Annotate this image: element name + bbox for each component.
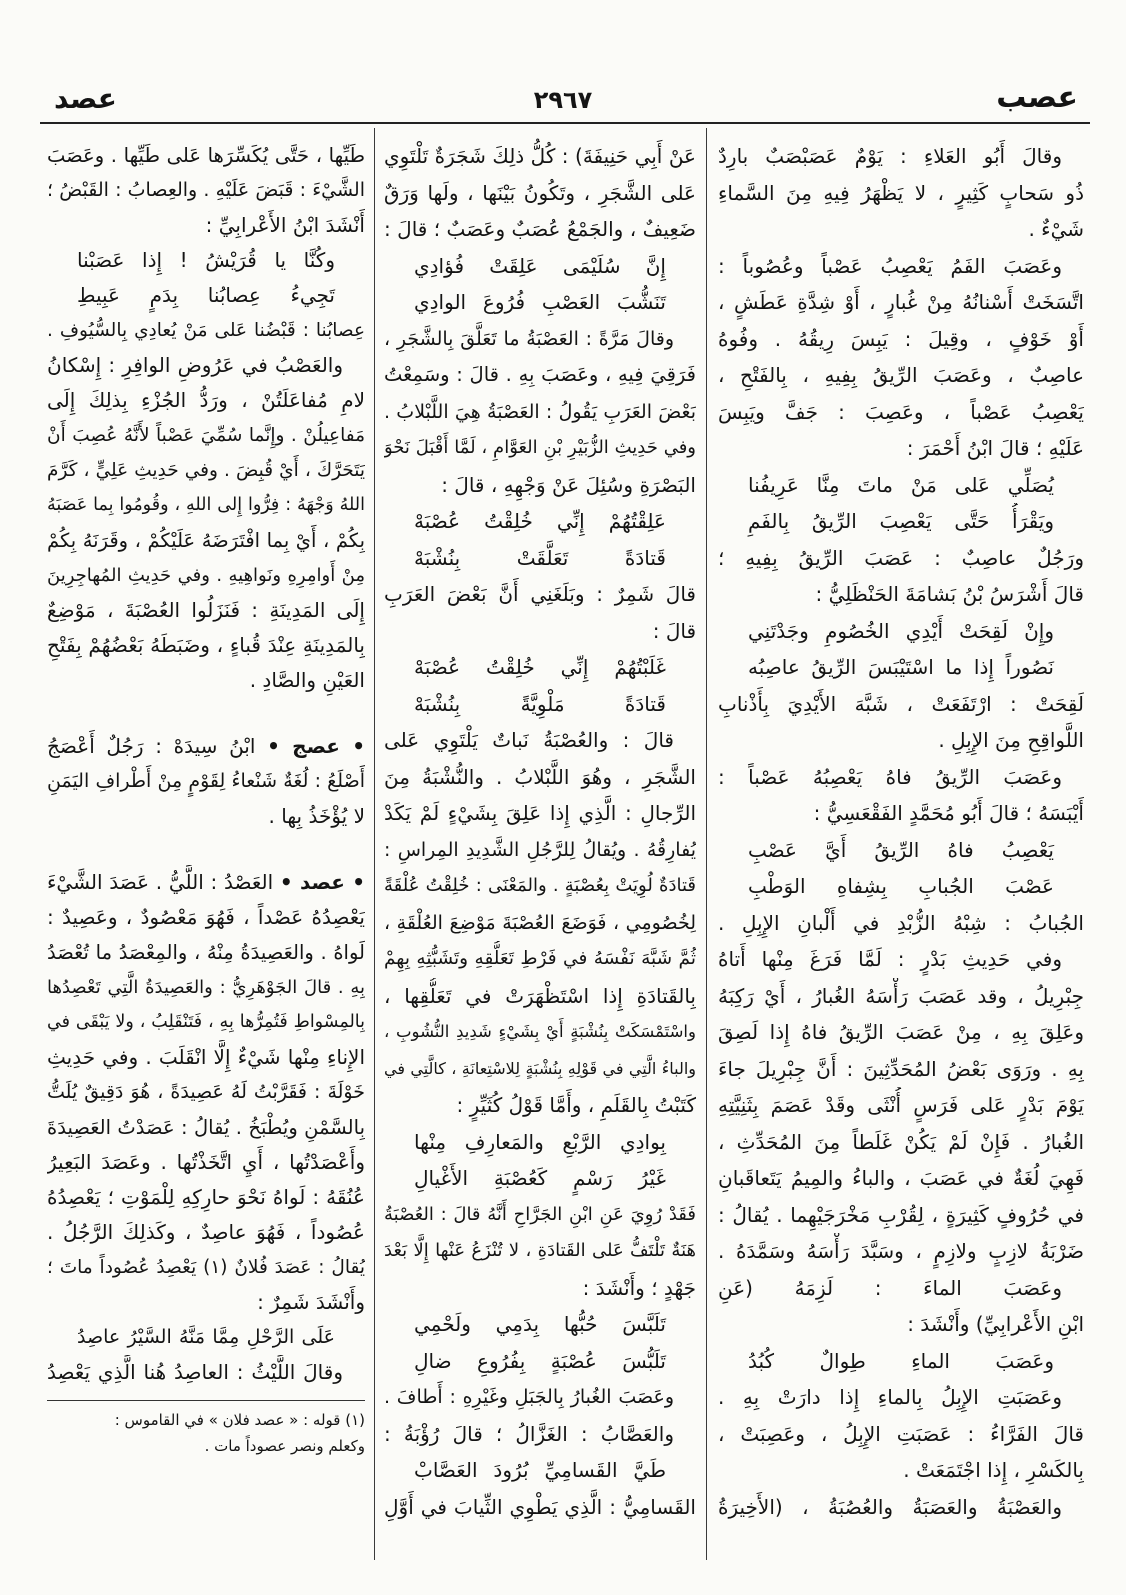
text-line <box>47 1215 365 1250</box>
line-text: عَلى الشَّجَرِ ، وتَكُونُ بَيْنَها ، ولَها وَرَقٌ <box>384 180 696 205</box>
line-text: اللهُ وَجْهَهُ : فِرُّوا إِلى اللهِ ، وقُومُوا بِما عَصَبَهُ <box>47 495 365 515</box>
line-text: وعَصَبَ الغُبارُ بِالجَبَلِ وغَيْرِهِ : أَطافَ . <box>384 1386 674 1408</box>
verse-line <box>47 1320 365 1355</box>
column-middle <box>384 138 696 1525</box>
text-line <box>718 1160 1084 1197</box>
text-line <box>384 1270 696 1307</box>
line-text: أَنْشَدَ ابْنُ الأَعْرابِيِّ : <box>205 213 365 237</box>
text-line <box>47 1355 365 1390</box>
line-text: غَلَبْتُهُمْ إِنِّي خُلِقْتُ عُصْبَهْ <box>414 655 666 679</box>
line-text: القَسامِيُّ : الَّذِي يَطْوِي الثِّيابَ في أَوَّلِ <box>384 1494 696 1519</box>
line-text: وأَعْصَدْتُها ، أَيِ اتَّخَذْتُها . وعَصَدَ البَعِيرُ <box>47 1150 365 1174</box>
text-line <box>384 1416 696 1453</box>
line-text: ضَرْبَةُ لازِبٍ ولازِمٍ ، وسَبَّدَ رَأْسَهُ وسَمَّدَهُ . <box>718 1239 1084 1263</box>
line-text: لا يُؤْخَذُ بِها . <box>268 804 365 828</box>
line-text: وفي حَدِيثِ الزُّبَيْرِ بْنِ العَوَّامِ ، لَمَّا أَقْبَلَ نَحْوَ <box>384 437 696 458</box>
line-text: يَعْصِدُهُ عَصْداً ، فَهُوَ مَعْصُودٌ ، وعَصِيدٌ : <box>47 905 365 929</box>
page-number: ٢٩٦٧ <box>533 86 593 114</box>
column-right <box>718 138 1084 1525</box>
line-text: والعَصْبَةُ والعَصَبَةُ والعُصُبَةُ ، (الأَخِيرَةُ <box>718 1494 1062 1519</box>
text-line <box>384 138 696 175</box>
line-text: وقالَ مَرَّةً : العَصْبَةُ ما تَعَلَّقَ بِالشَّجَرِ ، <box>384 327 674 350</box>
text-line <box>718 1197 1084 1234</box>
verse-line <box>384 503 696 540</box>
line-text: يَوْمَ بَدْرٍ عَلى فَرَسٍ أُنْثَى وقَدْ عَصَمَ بِثَنِيَّتِهِ <box>718 1093 1084 1117</box>
line-text: قالَ أَشْرَسُ بْنُ بَشامَةَ الحَنْظَلِيُّ : <box>815 582 1084 606</box>
line-text: أَيْبَسَهُ ؛ قالَ أَبُو مُحَمَّدٍ الفَقْعَسِيُّ : <box>813 801 1084 825</box>
line-text: فَهِيَ لُغَةٌ في عَصَبَ ، والباءُ والمِيمُ يَتَعاقَبانِ <box>718 1166 1084 1190</box>
running-head-left: عصد <box>54 82 117 115</box>
text-line <box>718 1379 1084 1416</box>
line-text: تَلَبَّسَ حُبُّها بِدَمِي ولَحْمِي <box>414 1312 666 1336</box>
line-text: بِكُمْ ، أَيْ بِما افْتَرَضَهُ عَلَيْكُمْ ، وقَرَنَهُ بِكُمْ <box>47 529 365 552</box>
line-text: جَهْدٍ ؛ وأَنْشَدَ : <box>582 1275 696 1300</box>
text-line <box>384 868 696 905</box>
text-line <box>718 1124 1084 1161</box>
text-line <box>384 175 696 212</box>
text-line <box>47 383 365 418</box>
line-text: عُصُوداً ، فَهُوَ عاصِدٌ ، وكَذلِكَ الرَّجُلُ . <box>47 1220 365 1244</box>
line-text: بِالكَسْرِ ، إِذا اجْتَمَعَتْ . <box>903 1458 1084 1482</box>
line-text: الشَّيْءَ : قَبَضَ عَلَيْهِ . والعِصابُ : القَبْضُ ؛ <box>47 179 365 201</box>
text-line <box>47 313 365 348</box>
line-text: عَلَى الرَّحْلِ مِمَّا مَنَّهُ السَّيْرُ عاصِدُ <box>77 1326 335 1348</box>
line-text: تَجِيءُ عِصابُنا بِدَمٍ عَبِيطِ <box>77 283 335 307</box>
line-text: والعَصَّابُ : الغَزَّالُ ؛ قالَ رُؤْبَةُ : <box>384 1421 674 1446</box>
text-line <box>718 540 1084 577</box>
text-line <box>718 759 1084 796</box>
line-text: عِصابُنا : قَبْضُنا عَلى مَنْ يُعادِي بِالسُّيُوفِ . <box>47 320 365 341</box>
line-text: والباءُ الَّتِي في قَوْلِهِ بِنُشْبَةٍ لِلاسْتِعانَةِ ، كالَّتِي في <box>384 1058 696 1078</box>
entry-heading-line <box>47 729 365 764</box>
line-text: جِبْرِيلُ ، وقد عَصَبَ رَأْسَهُ الغُبارُ ، أَيْ رَكِبَهُ <box>718 983 1084 1008</box>
entry-heading-line <box>47 865 365 900</box>
line-text: لامِ مُفاعَلَتُنْ ، ورَدُّ الجُزْءِ بِذلِكَ إِلَى <box>47 388 365 412</box>
verse-line <box>47 278 365 313</box>
text-line <box>718 321 1084 358</box>
text-line <box>718 686 1084 723</box>
verse-line <box>718 467 1084 504</box>
text-line <box>47 900 365 935</box>
text-line <box>47 1075 365 1110</box>
line-text: وكُنَّا يا قُرَيْشُ ! إِذا عَصَبْنا <box>77 248 335 272</box>
text-line <box>718 357 1084 394</box>
line-text: وعَصَبَ الرِّيقُ فاهُ يَعْصِبُهُ عَصْباً : <box>718 764 1062 789</box>
text-line <box>47 1180 365 1215</box>
text-line <box>718 175 1084 212</box>
line-text: يُقالُ : عَصَدَ فُلانٌ (١) يَعْصِدُ عُصُوداً ماتَ ؛ <box>47 1257 365 1278</box>
line-text: عَلِقْتُهُمْ إِنِّي خُلِقْتُ عُصْبَهْ <box>414 509 666 533</box>
line-text: عَلَيْهِ ؛ قالَ ابْنُ أَحْمَرَ : <box>906 436 1084 460</box>
line-text: عَصْبَ الجُبابِ بِشِفاهِ الوَطْبِ <box>748 874 1054 898</box>
line-text: عَنْ أَبِي حَنِيفَةَ) : كُلُّ ذلِكَ شَجَرَةٌ تَلْتَوِي <box>384 144 696 168</box>
text-line <box>47 799 365 834</box>
line-text: يَعْصِبُ عَصْباً ، وعَصِبَ : جَفَّ ويَبِسَ <box>718 399 1084 424</box>
verse-line <box>718 1343 1084 1380</box>
line-text: الشَّجَرِ ، وهُوَ اللَّبْلابُ . والنُّشْبَةُ مِنَ <box>384 764 696 789</box>
text-line <box>718 394 1084 431</box>
line-text: قالَ : والعُصْبَةُ نَباتٌ يَلْتَوِي عَلى <box>384 728 674 752</box>
text-line <box>47 663 365 698</box>
text-line <box>718 211 1084 248</box>
text-line <box>47 1040 365 1075</box>
text-line <box>47 523 365 558</box>
line-text: قالَ الفَرَّاءُ : عَصَبَتِ الإِبِلُ ، وعَصِبَتْ ، <box>718 1421 1084 1446</box>
text-line <box>384 576 696 613</box>
line-text: لَواهُ . والعَصِيدَةُ مِنْهُ ، والمِعْصَدُ ما تُعْصَدُ <box>47 941 365 964</box>
line-text: طَيَّ القَسامِيِّ بُرُودَ العَصَّابْ <box>414 1458 666 1482</box>
verse-line <box>718 832 1084 869</box>
verse-line <box>384 248 696 285</box>
line-text: شَيْءٌ . <box>1028 217 1084 241</box>
text-line <box>718 1270 1084 1307</box>
verse-line <box>384 1124 696 1161</box>
line-text: وإِنْ لَقِحَتْ أَيْدِي الخُصُومِ وجَدْتَنِي <box>748 618 1054 643</box>
verse-line <box>718 649 1084 686</box>
text-line <box>47 558 365 593</box>
text-line <box>384 759 696 796</box>
line-text: أَوْ خَوْفٍ ، وقِيلَ : يَبِسَ رِيقُهُ . وفُوهُ <box>718 326 1084 351</box>
verse-line <box>718 868 1084 905</box>
text-line <box>384 321 696 358</box>
line-text: والعَصْبُ في عَرُوضِ الوافِرِ : إِسْكانُ <box>47 353 343 377</box>
running-head-right: عصب <box>996 80 1078 115</box>
line-text: إِنَّ سُلَيْمَى عَلِقَتْ فُؤادِي <box>414 253 666 278</box>
text-line <box>47 1250 365 1285</box>
line-text: إِلَى المَدِينَةِ : فَنَزَلُوا العُصْبَةَ ، مَوْضِعٌ <box>47 598 365 622</box>
text-line <box>718 248 1084 285</box>
headword: • عصد • <box>279 870 365 894</box>
line-text: بِالسَّمْنِ ويُطْبَخُ . يُقالُ : عَصَدْتُ العَصِيدَةَ <box>47 1116 365 1139</box>
text-line <box>718 1489 1084 1526</box>
text-line <box>47 935 365 970</box>
line-text: يَتَحَرَّكَ ، أَيْ قُبِضَ . وفي حَدِيثِ عَلِيٍّ ، كَرَّمَ <box>47 460 365 481</box>
line-text: قَتادَةٌ لُوِيَتْ بِعُصْبَةٍ . والمَعْنَى : خُلِقْتُ عُلْقَةً <box>384 875 696 896</box>
text-line <box>718 795 1084 832</box>
line-text: نَصُوراً إِذا ما اسْتَيْبَسَ الرِّيقُ عاصِبُه <box>748 655 1054 679</box>
text-line <box>47 970 365 1005</box>
line-text: الرِّجالِ : الَّذِي إِذا عَلِقَ بِشَيْءٍ لَمْ يَكَدْ <box>384 801 696 825</box>
text-line <box>384 357 696 394</box>
header-rule <box>40 122 1090 124</box>
text-line <box>384 978 696 1015</box>
text-line <box>718 1452 1084 1489</box>
line-text: طَيِّها ، حَتَّى يُكَسِّرَها عَلى طَيِّها . وعَصَبَ <box>47 144 365 167</box>
line-text: لِخُصُومِي ، فَوَضَعَ العُصْبَةَ مَوْضِعَ العُلْقَةِ ، <box>384 911 696 934</box>
text-line <box>384 430 696 467</box>
line-text: ضَعِيفٌ ، والجَمْعُ عُصَبٌ وعَصَبٌ ؛ قالَ : <box>384 217 696 241</box>
text-line <box>47 1285 365 1320</box>
verse-line <box>384 686 696 723</box>
text-line <box>47 1110 365 1145</box>
line-text: بِالمَدِينَةِ عِنْدَ قُباءٍ ، وضَبَطَهُ بَعْضُهُمْ بِفَتْحِ <box>47 633 365 657</box>
text-line <box>47 488 365 523</box>
footnote-line: (١) قوله : « عصد فلان » في القاموس : <box>114 1411 365 1429</box>
line-text: بِهِ . قالَ الجَوْهَرِيُّ : والعَصِيدَةُ الَّتِي تَعْصِدُها <box>47 977 365 998</box>
text-line <box>718 138 1084 175</box>
text-line <box>47 764 365 799</box>
line-text: وقالَ اللَّيْثُ : العاصِدُ هُنا الَّذِي يَعْصِدُ <box>47 1360 343 1384</box>
text-line <box>718 1051 1084 1088</box>
column-divider-left <box>374 128 375 1560</box>
text-line <box>384 613 696 650</box>
line-text: العَيْنِ والصَّادِ . <box>249 668 365 692</box>
verse-line <box>384 1306 696 1343</box>
line-text: أَصْلَعُ : لُغَةٌ شَنْعاءُ لِقَوْمٍ مِنْ أَطْرافِ اليَمَنِ <box>47 770 365 792</box>
text-line <box>384 1233 696 1270</box>
text-line <box>384 1489 696 1526</box>
text-line <box>47 593 365 628</box>
verse-line <box>384 1160 696 1197</box>
headword: • عصج • <box>267 734 365 758</box>
text-line <box>47 628 365 663</box>
text-line <box>718 978 1084 1015</box>
text-line <box>47 453 365 488</box>
line-text: وعَصَبَ الفَمُ يَعْصِبُ عَصْباً وعُصُوباً : <box>718 253 1062 278</box>
line-text: البَصْرَةِ وسُئِلَ عَنْ وَجْهِهِ ، قالَ : <box>441 472 696 497</box>
line-text: خَوْلَةَ : فَقَرَّبْتُ لَهُ عَصِيدَةً ، هُوَ دَقِيقٌ يُلَتُّ <box>47 1081 365 1103</box>
line-text: يُصَلِّي عَلى مَنْ ماتَ مِنَّا عَرِيفُنا <box>748 472 1054 497</box>
text-line <box>384 795 696 832</box>
text-line <box>384 1379 696 1416</box>
text-line <box>718 576 1084 613</box>
line-text: كَتَبْتُ بِالقَلَمِ ، وأَمَّا قَوْلُ كُثَيِّرٍ : <box>456 1093 696 1117</box>
text-line <box>47 1005 365 1040</box>
text-line <box>718 722 1084 759</box>
line-text: لَقِحَتْ : ارْتَفَعَتْ ، شَبَّهَ الأَيْدِيَ بِأَذْنابِ <box>718 691 1084 716</box>
text-line <box>718 1306 1084 1343</box>
text-line <box>47 173 365 208</box>
line-text: يُفارِقُهُ . ويُقالُ لِلرَّجُلِ الشَّدِيدِ المِراسِ : <box>384 838 696 861</box>
footnote-rule <box>47 1400 365 1401</box>
line-text: تَلَبُّسَ عُصْبَةٍ بِفُرُوعِ ضالِ <box>414 1348 666 1373</box>
line-text: بِهِ . ورَوَى بَعْضُ المُحَدِّثِينَ : أَنَّ جِبْرِيلَ جاءَ <box>718 1056 1084 1081</box>
verse-line <box>384 284 696 321</box>
line-text: وعَلِقَ بِهِ ، مِنْ عَصَبَ الرِّيقُ فاهُ إِذا لَصِقَ <box>718 1020 1084 1044</box>
line-text: وعَصَبَتِ الإِبِلُ بِالماءِ إِذا دارَتْ بِهِ . <box>718 1385 1062 1409</box>
line-text: في حُرُوفٍ كَثِيرَةٍ ، لِقُرْبِ مَخْرَجَيْهِما . يُقالُ : <box>718 1202 1084 1227</box>
line-text: وقالَ أَبُو العَلاءِ : يَوْمٌ عَصَبْصَبٌ بارِدٌ <box>718 144 1062 168</box>
text-line <box>718 905 1084 942</box>
line-text: عُنُقَهُ : لَواهُ نَحْوَ حارِكِهِ لِلْمَوْتِ ؛ يَعْصِدُهُ <box>47 1185 365 1209</box>
line-text: بَعْضَ العَرَبِ يَقُولُ : العَصْبَةُ هِيَ اللَّبْلابُ . <box>384 400 696 423</box>
line-text: الغُبارُ . فَإِنْ لَمْ يَكُنْ غَلَطاً مِنَ المُحَدِّثِ ، <box>718 1129 1084 1154</box>
text-line <box>384 467 696 504</box>
text-line <box>384 211 696 248</box>
text-line <box>384 905 696 942</box>
verse-line <box>384 540 696 577</box>
text-line <box>384 1087 696 1124</box>
line-text: وأَنْشَدَ شَمِرٌ : <box>257 1290 365 1314</box>
line-text: قَتادَةً تَعَلَّقَتْ بِنُشْبَهْ <box>414 545 666 570</box>
verse-line <box>718 503 1084 540</box>
line-text: اللَّواقِحِ مِنَ الإِبِلِ . <box>938 728 1084 752</box>
verse-line <box>384 1452 696 1489</box>
line-text: عاصِبٌ ، وعَصَبَ الرِّيقُ بِفِيهِ ، بِالفَتْحِ ، <box>718 363 1084 387</box>
line-text: هَنَةٌ تَلْتَفُّ عَلى القَتادَةِ ، لا تُنْزَعُ عَنْها إِلَّا بَعْدَ <box>384 1240 696 1261</box>
line-text: ابْنِ الأَعْرابِيِّ) وأَنْشَدَ : <box>907 1312 1084 1336</box>
line-text: العَصْدُ : اللَّيُّ . عَصَدَ الشَّيْءَ <box>47 870 274 894</box>
verse-line <box>718 613 1084 650</box>
line-text: اتَّسَخَتْ أَسْنانُهُ مِنْ غُبارٍ ، أَوْ شِدَّةِ عَطَشٍ ، <box>718 290 1084 314</box>
column-divider-right <box>706 128 707 1560</box>
text-line <box>718 284 1084 321</box>
text-line <box>718 1233 1084 1270</box>
text-line <box>47 1145 365 1180</box>
text-line <box>47 138 365 173</box>
text-line <box>384 832 696 869</box>
line-text: بِالقَتادَةِ إِذا اسْتَظْهَرَتْ في تَعَلُّقِها ، <box>384 983 696 1008</box>
column-left <box>47 138 365 1390</box>
text-line <box>718 941 1084 978</box>
text-line <box>718 1014 1084 1051</box>
verse-line <box>384 1343 696 1380</box>
text-line <box>718 1416 1084 1453</box>
line-text: مِنْ أَوامِرِهِ ونَواهِيهِ . وفي حَدِيثِ المُهاجِرِينَ <box>47 565 365 586</box>
text-line <box>384 1014 696 1051</box>
line-text: قالَ شَمِرٌ : وبَلَغَنِي أَنَّ بَعْضَ العَرَبِ <box>384 582 696 606</box>
text-line <box>47 208 365 243</box>
text-line <box>718 1087 1084 1124</box>
line-text: بِوادِي الرَّبْعِ والمَعارِفِ مِنْها <box>414 1129 666 1154</box>
line-text: غَيْرُ رَسْمٍ كَعُصْبَةِ الأَغْيالِ <box>414 1166 666 1190</box>
line-text: ثُمَّ شَبَّهَ نَفْسَهُ في فَرْطِ تَعَلُّقِهِ وتَشَبُّثِهِ بِهِمْ <box>384 948 696 969</box>
text-line <box>384 1051 696 1088</box>
line-text: يَعْصِبُ فاهُ الرِّيقُ أَيَّ عَصْبِ <box>748 837 1054 862</box>
line-text: مَفاعِيلُنْ . وإِنَّما سُمِّيَ عَصْباً لأَنَّهُ عُصِبَ أَنْ <box>47 425 365 446</box>
line-text: الإِناءِ مِنْها شَيْءٌ إِلَّا انْقَلَبَ . وفي حَدِيثِ <box>47 1045 365 1069</box>
footnote-line: وكعلم ونصر عصوداً مات . <box>204 1437 365 1455</box>
line-text: تَنَشُّبَ العَصْبِ فُرُوعَ الوادِي <box>414 290 666 314</box>
verse-line <box>47 243 365 278</box>
line-text: ورَجُلٌ عاصِبٌ : عَصَبَ الرِّيقُ بِفِيهِ ؛ <box>718 545 1084 570</box>
text-line <box>384 1197 696 1234</box>
line-text: واسْتَمْسَكَتْ بِنُشْبَةٍ أَيْ بِشَيْءٍ شَدِيدِ النُّشُوبِ ، <box>384 1022 696 1041</box>
text-line <box>47 348 365 383</box>
verse-line <box>384 649 696 686</box>
text-line <box>718 430 1084 467</box>
line-text: الجُبابُ : شِبْهُ الزُّبْدِ في أَلْبانِ الإِبِلِ . <box>718 910 1084 935</box>
text-line <box>384 941 696 978</box>
line-text: وعَصَبَ الماءِ طِوالٌ كُبُدُ <box>748 1348 1054 1373</box>
line-text: فَرَقِيَ فِيهِ ، وعَصَبَ بِهِ . قالَ : وسَمِعْتُ <box>384 363 696 386</box>
line-text: ويَقْرَأُ حَتَّى يَعْصِبَ الرِّيقُ بِالفَمِ <box>748 509 1054 533</box>
line-text: وعَصَبَ الماءَ : لَزِمَهُ (عَنِ <box>718 1275 1062 1300</box>
line-text: ابْنُ سِيدَهْ : رَجُلٌ أَعْصَجُ <box>47 734 256 758</box>
text-line <box>384 722 696 759</box>
footnote <box>47 1400 365 1459</box>
line-text: بِالمِسْواطِ فَتُمِرُّها بِهِ ، فَتَنْقَلِبُ ، ولا يَبْقَى في <box>47 1012 365 1032</box>
line-text: ذُو سَحابٍ كَثِيرٍ ، لا يَظْهَرُ فِيهِ مِنَ السَّماءِ <box>718 180 1084 205</box>
line-text: فَقَدْ رُوِيَ عَنِ ابْنِ الجَرَّاحِ أَنَّهُ قالَ : العُصْبَةُ <box>384 1203 696 1225</box>
line-text: قالَ : <box>652 618 696 643</box>
line-text: وفي حَدِيثِ بَدْرٍ : لَمَّا فَرَغَ مِنْها أَتاهُ <box>718 947 1062 971</box>
text-line <box>384 394 696 431</box>
line-text: قَتادَةً مَلْوِيَّةً بِنُشْبَهْ <box>414 691 666 716</box>
text-line <box>47 418 365 453</box>
